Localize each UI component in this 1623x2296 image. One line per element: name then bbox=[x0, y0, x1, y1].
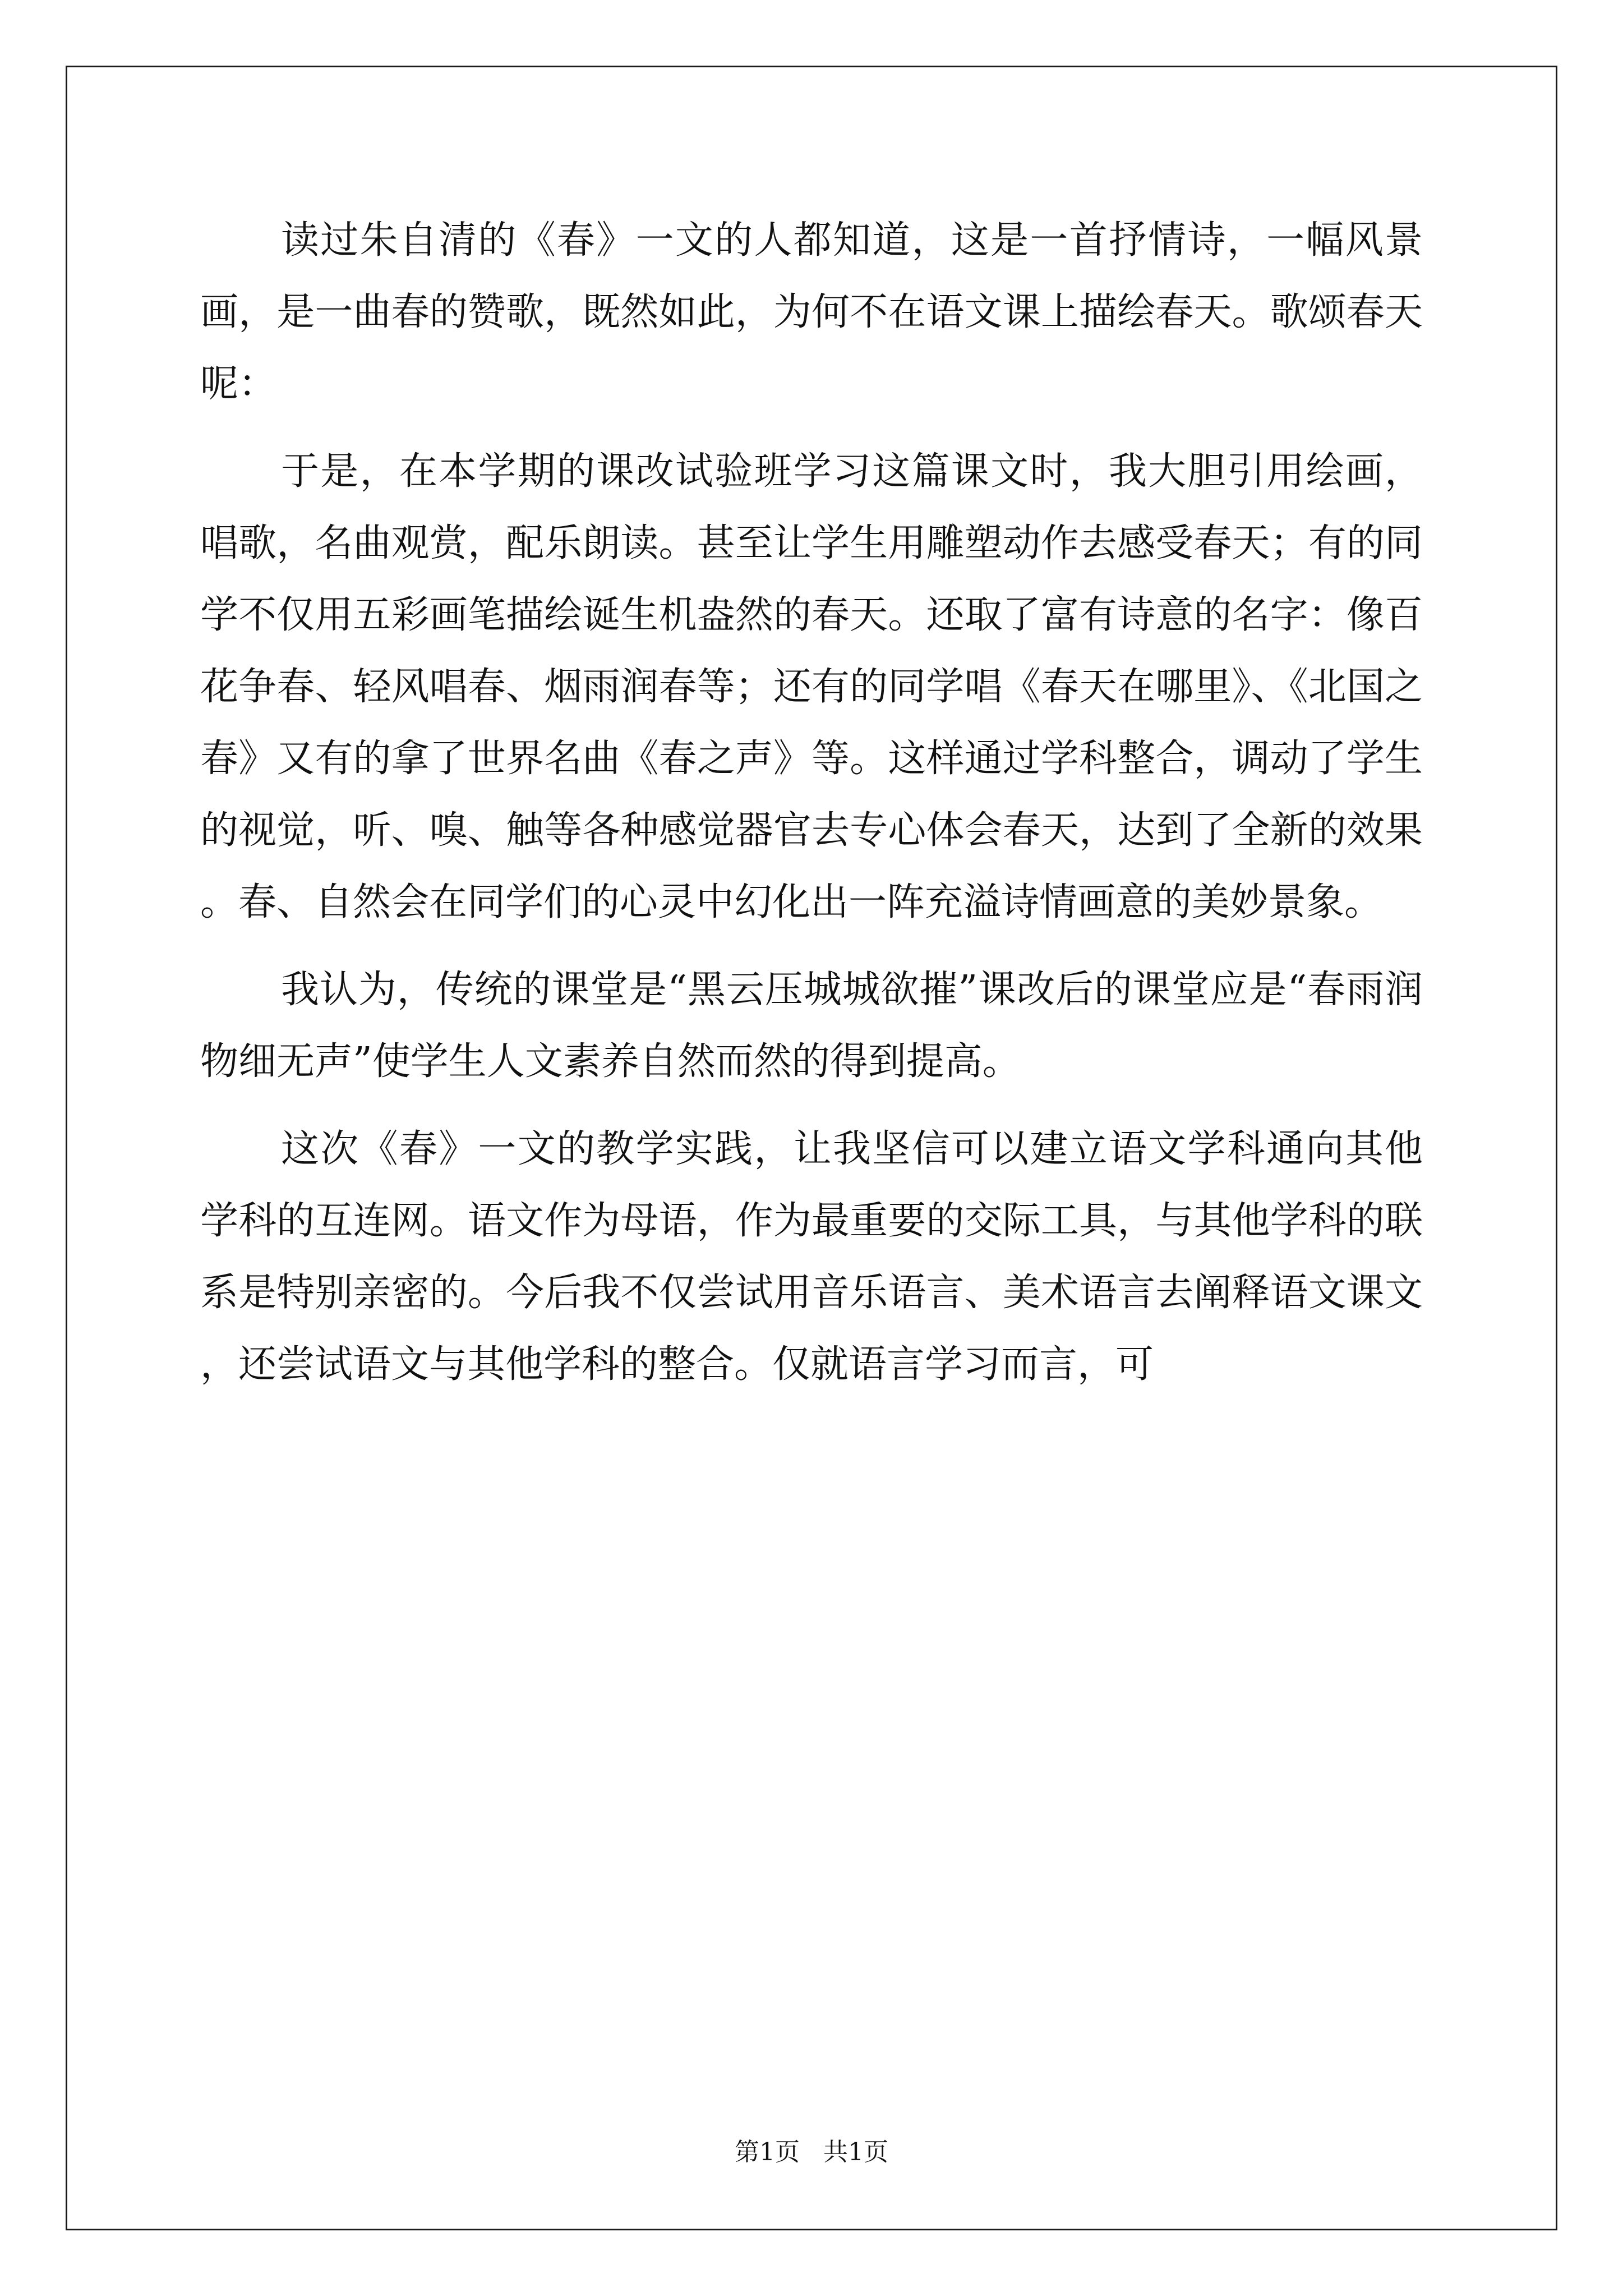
page-number-total: 共1页 bbox=[823, 2138, 888, 2166]
page-footer bbox=[0, 2132, 1623, 2168]
document-body bbox=[200, 205, 1423, 1416]
paragraph-3: 我认为，传统的课堂是“黑云压城城欲摧”课改后的课堂应是“春雨润物细无声”使学生人文素养自然而然的得到提高。 bbox=[200, 968, 1423, 1084]
paragraph-4: 这次《春》一文的教学实践，让我坚信可以建立语文学科通向其他学科的互连网。语文作为母语，作为最重要的交际工具，与其他学科的联系是特别亲密的。今后我不仅尝试用音乐语言、美术语言去阐释语文课文，还尝试语文与其他学科的整合。仅就语言学习而言，可 bbox=[200, 1127, 1423, 1387]
paragraph-1: 读过朱自清的《春》一文的人都知道，这是一首抒情诗，一幅风景画，是一曲春的赞歌，既然如此，为何不在语文课上描绘春天。歌颂春天呢： bbox=[200, 218, 1423, 406]
page-number-current: 第1页 bbox=[735, 2138, 800, 2166]
paragraph-2: 于是，在本学期的课改试验班学习这篇课文时，我大胆引用绘画，唱歌，名曲观赏，配乐朗读。甚至让学生用雕塑动作去感受春天；有的同学不仅用五彩画笔描绘诞生机盎然的春天。还取了富有诗意的名字：像百花争春、轻风唱春、烟雨润春等；还有的同学唱《春天在哪里》、《北国之春》又有的拿了世界名曲《春之声》等。这样通过学科整合，调动了学生的视觉，听、嗅、触等各种感觉器官去专心体会春天，达到了全新的效果。春、自然会在同学们的心灵中幻化出一阵充溢诗情画意的美妙景象。 bbox=[200, 449, 1423, 924]
